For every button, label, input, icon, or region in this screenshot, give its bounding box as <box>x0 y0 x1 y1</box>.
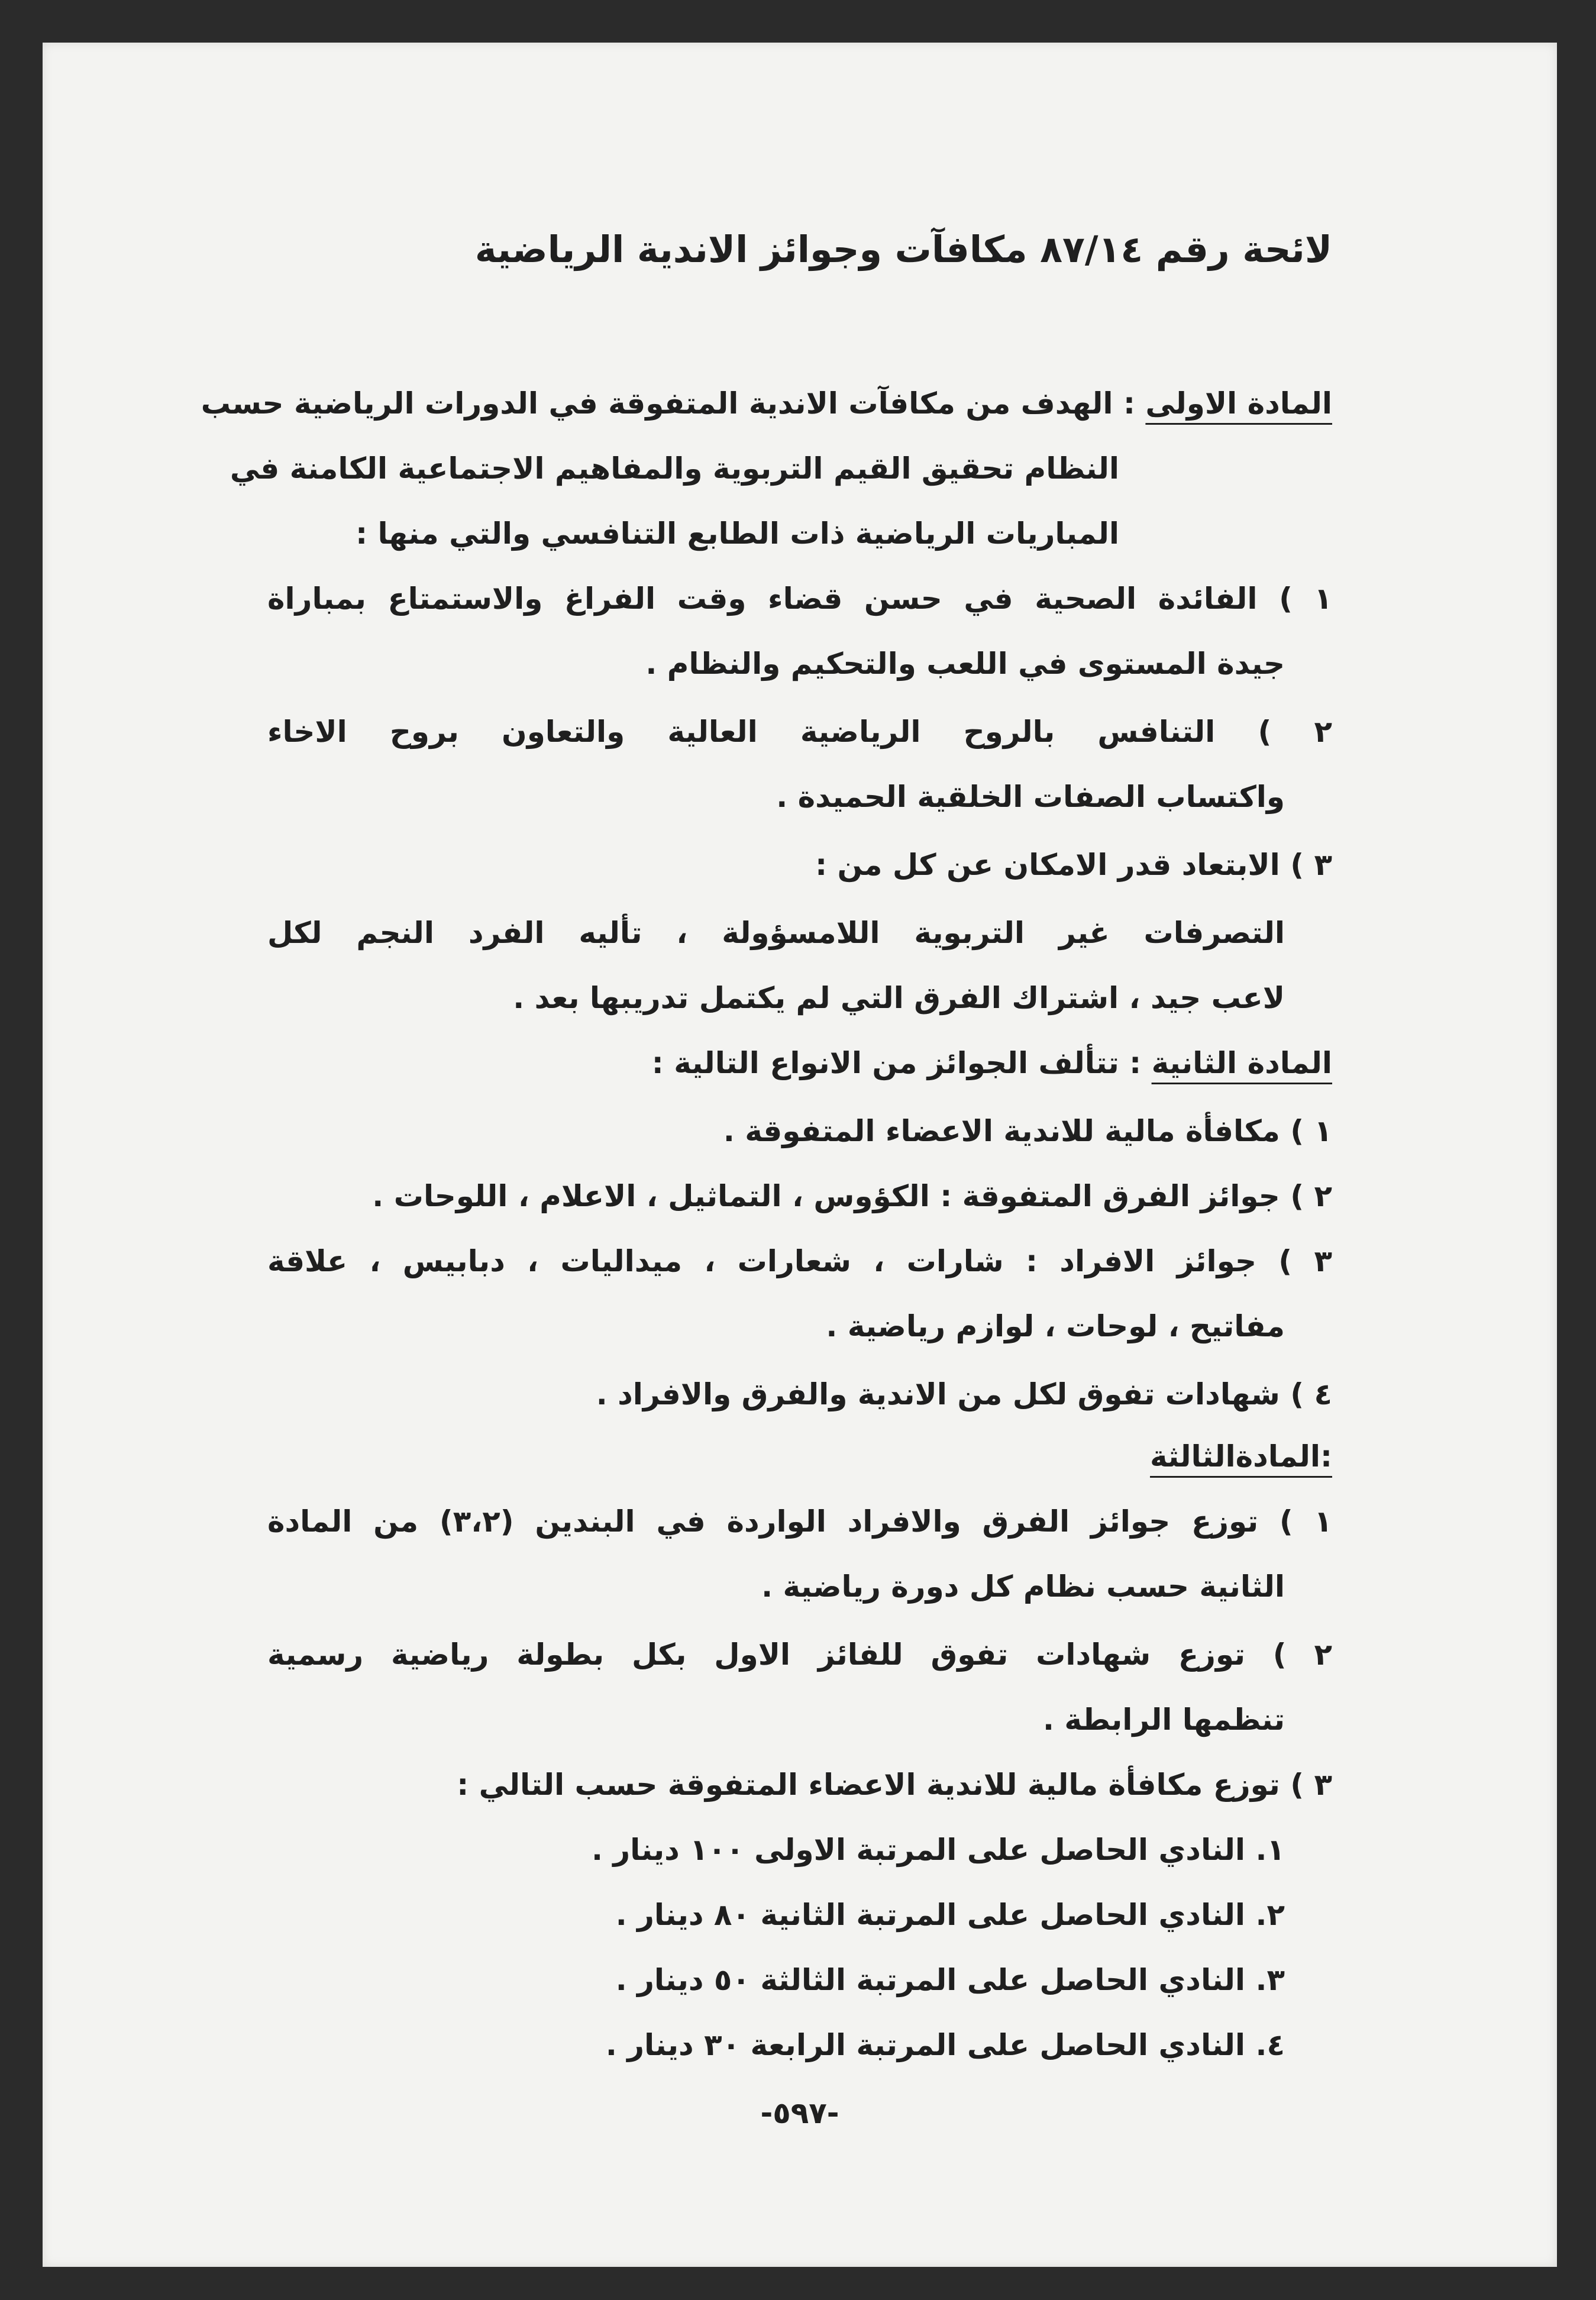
article3-item1-line2: الثانية حسب نظام كل دورة رياضية . <box>761 1569 1285 1604</box>
article1-text: : الهدف من مكافآت الاندية المتفوقة في الدورات الرياضية حسب <box>201 386 1135 421</box>
article1-item3-line2: التصرفات غير التربوية اللامسؤولة ، تأليه الفرد النجم لكل <box>267 916 1285 950</box>
article2-text: : تتألف الجوائز من الانواع التالية : <box>651 1046 1142 1080</box>
article3-item2-line1: ٢ ) توزع شهادات تفوق للفائز الاول بكل بطولة رياضية رسمية <box>267 1637 1332 1672</box>
article1-item1-line2: جيدة المستوى في اللعب والتحكيم والنظام . <box>645 647 1285 681</box>
article1-item3-line3: لاعب جيد ، اشتراك الفرق التي لم يكتمل تدريبها بعد . <box>513 981 1285 1015</box>
article2-item3-line2: مفاتيح ، لوحات ، لوازم رياضية . <box>826 1309 1285 1343</box>
article1-line2: النظام تحقيق القيم التربوية والمفاهيم الاجتماعية الكامنة في <box>230 451 1119 486</box>
document-title: لائحة رقم ٨٧/١٤ مكافآت وجوائز الاندية الرياضية <box>474 228 1332 271</box>
article1-item3-line1: ٣ ) الابتعاد قدر الامكان عن كل من : <box>815 848 1332 882</box>
article3-item3-line1: ٣ ) توزع مكافأة مالية للاندية الاعضاء المتفوقة حسب التالي : <box>457 1768 1332 1802</box>
article1-item2-line1: ٢ ) التنافس بالروح الرياضية العالية والتعاون بروح الاخاء <box>267 715 1332 749</box>
article2-item4: ٤ ) شهادات تفوق لكل من الاندية والفرق والافراد . <box>596 1377 1332 1411</box>
rank-item: ١. النادي الحاصل على المرتبة الاولى ١٠٠ دينار . <box>591 1833 1285 1867</box>
article1-line3: المباريات الرياضية ذات الطابع التنافسي والتي منها : <box>356 516 1119 551</box>
article2-label: المادة الثانية <box>1151 1046 1332 1080</box>
article2-first-line <box>267 1033 1332 1093</box>
page-number: -٥٩٧- <box>760 2096 839 2130</box>
article2-item2: ٢ ) جوائز الفرق المتفوقة : الكؤوس ، التماثيل ، الاعلام ، اللوحات . <box>372 1179 1332 1213</box>
article1-label: المادة الاولى <box>1145 386 1332 421</box>
document-body <box>201 43 1332 2267</box>
article3-item2-line2: تنظمها الرابطة . <box>1043 1703 1285 1737</box>
article1-item1-line1: ١ ) الفائدة الصحية في حسن قضاء وقت الفراغ والاستمتاع بمباراة <box>267 582 1332 616</box>
rank-item: ٤. النادي الحاصل على المرتبة الرابعة ٣٠ دينار . <box>605 2028 1285 2062</box>
article1-first-line <box>201 374 1332 433</box>
article2-item3-line1: ٣ ) جوائز الافراد : شارات ، شعارات ، ميداليات ، دبابيس ، علاقة <box>267 1244 1332 1278</box>
article1-item2-line2: واكتساب الصفات الخلقية الحميدة . <box>776 780 1285 814</box>
article3-heading <box>267 1427 1332 1486</box>
article3-label: :المادةالثالثة <box>1150 1439 1332 1474</box>
article2-item1: ١ ) مكافأة مالية للاندية الاعضاء المتفوقة . <box>723 1114 1332 1148</box>
article3-item1-line1: ١ ) توزع جوائز الفرق والافراد الواردة في البندين (٣،٢) من المادة <box>267 1504 1332 1539</box>
rank-item: ٣. النادي الحاصل على المرتبة الثالثة ٥٠ دينار . <box>615 1963 1285 1997</box>
rank-item: ٢. النادي الحاصل على المرتبة الثانية ٨٠ دينار . <box>615 1898 1285 1932</box>
document-page <box>43 43 1557 2267</box>
